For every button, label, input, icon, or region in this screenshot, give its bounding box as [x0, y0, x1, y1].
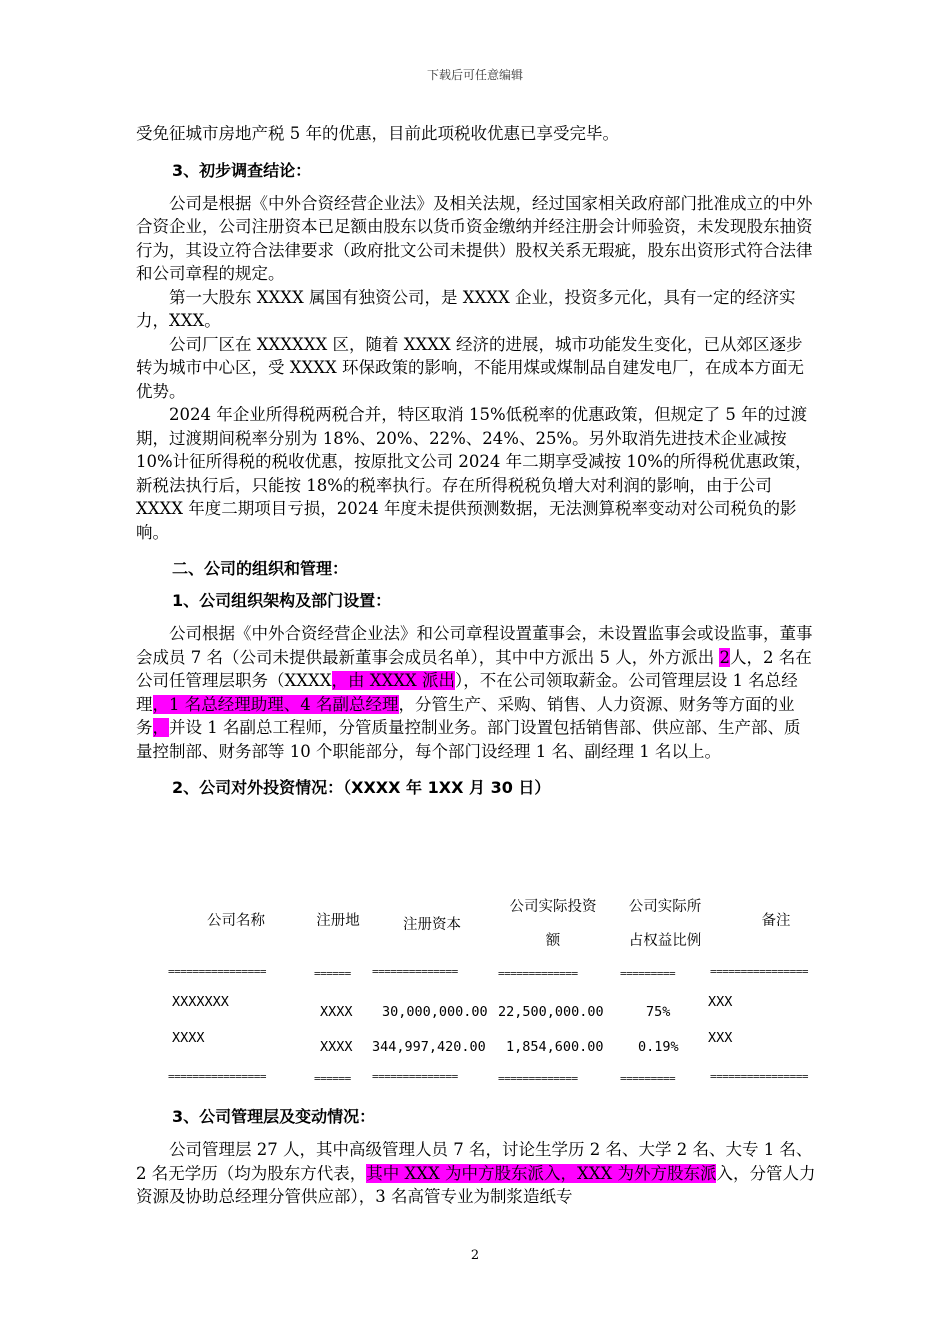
paragraph-conclusion-1: 公司是根据《中外合资经营企业法》及相关法规，经过国家相关政府部门批准成立的中外合资企业，公司注册资本已足额由股东以货币资金缴纳并经注册会计师验资，未发现股东抽资行为，其设立符合法律要求（政府批文公司未提供）股权关系无瑕疵，股东出资形式符合法律和公司章程的规定。: [136, 193, 813, 283]
table-row-1-company: XXXXXXX: [172, 994, 229, 1010]
paragraph-structure: [136, 622, 816, 763]
page-number: 2: [470, 1248, 480, 1263]
table-header-equity: [618, 890, 712, 958]
table-header-company: 公司名称: [207, 913, 265, 929]
heading-structure: 1、公司组织架构及部门设置：: [172, 591, 392, 610]
table-row-2-registration: XXXX: [320, 1039, 353, 1055]
paragraph-conclusion-4: 2024 年企业所得税两税合并，特区取消 15%低税率的优惠政策，但规定了 5 年的过渡期，过渡期间税率分别为 18%、20%、22%、24%、25%。另外取消先进技术企业减按 10%计征所得税的税收优惠，按原批文公司 2024 年二期享受减按 10%的所得税优惠政策，新税法执行后，只能按 18%的税率执行。存在所得税税负增大对利润的影响，由于公司 XXXX 年度二期项目亏损，2024 年度未提供预测数据，无法测算税率变动对公司税负的影响。: [136, 405, 812, 542]
structure-text-a: 公司根据《中外合资经营企业法》和公司章程设置董事会，未设置监事会或设监事，董事会成员 7 名（公司未提供最新董事会成员名单），其中中方派出 5 人，外方派出: [136, 624, 813, 667]
table-separator: ==============: [372, 965, 458, 978]
document-body: [136, 122, 816, 799]
table-separator: ================: [710, 1070, 808, 1083]
paragraph-tax-end: 受免征城市房地产税 5 年的优惠，目前此项税收优惠已享受完毕。: [136, 124, 619, 143]
page-header: 下载后可任意编辑: [426, 68, 523, 82]
table-separator: ================: [168, 965, 266, 978]
table-separator: ======: [314, 967, 351, 980]
table-row-1-registration: XXXX: [320, 1004, 353, 1020]
table-separator: =========: [620, 967, 676, 980]
management-text-b: 入，分管人力资源及协助总经理分管供应部），3 名高管专业为制浆造纸专: [136, 1163, 816, 1206]
heading-investment: 2、公司对外投资情况：（XXXX 年 1XX 月 30 日）: [172, 778, 551, 797]
management-section: [136, 1106, 816, 1209]
table-separator: ==============: [372, 1070, 458, 1083]
paragraph-management: [136, 1138, 816, 1209]
table-header-investment: [498, 890, 608, 958]
highlight-2: ，由 XXXX 派出: [331, 671, 455, 690]
highlight-4: ，: [152, 718, 169, 737]
table-separator: =========: [620, 1072, 676, 1085]
highlight-3: ，1 名总经理助理、4 名副总经理: [152, 694, 399, 714]
table-header-capital: 注册资本: [403, 917, 461, 933]
table-row-1-equity: 75%: [646, 1004, 671, 1020]
structure-text-b: 人，2 名在公司任管理层职务（XXXX: [136, 647, 812, 690]
structure-text-c: ），不在公司领取薪金。公司管理层设 1 名总经理: [136, 671, 798, 714]
paragraph-conclusion-3: 公司厂区在 XXXXXX 区，随着 XXXX 经济的进展，城市功能发生变化，已从郊区逐步转为城市中心区，受 XXXX 环保政策的影响，不能用煤或煤制品自建发电厂，在成本方面无优势。: [136, 334, 804, 401]
table-header-remarks: 备注: [761, 913, 791, 929]
table-separator: =============: [498, 1072, 578, 1085]
table-row-2-capital: 344,997,420.00: [372, 1039, 486, 1055]
table-header-investment-line2: 额: [545, 933, 561, 949]
table-separator: ======: [314, 1072, 351, 1085]
table-row-2-equity: 0.19%: [638, 1039, 679, 1055]
management-text-a: 公司管理层 27 人，其中高级管理人员 7 名，讨论生学历 2 名、大学 2 名、大专 1 名、2 名无学历（均为股东方代表，: [136, 1140, 813, 1183]
structure-text-e: 并设 1 名副总工程师，分管质量控制业务。部门设置包括销售部、供应部、生产部、质量控制部、财务部等 10 个职能部分，每个部门设经理 1 名、副经理 1 名以上。: [136, 718, 801, 761]
heading-management: 3、公司管理层及变动情况：: [172, 1107, 376, 1126]
table-header-investment-line1: 公司实际投资: [509, 899, 597, 915]
table-row-1-capital: 30,000,000.00: [382, 1004, 488, 1020]
table-header-registration: 注册地: [316, 913, 360, 929]
table-header-equity-line2: 占权益比例: [628, 933, 702, 949]
table-header-equity-line1: 公司实际所: [628, 899, 702, 915]
table-row-2-investment: 1,854,600.00: [506, 1039, 604, 1055]
table-row-1-remarks: XXX: [708, 994, 733, 1010]
table-separator: ================: [710, 965, 808, 978]
table-row-1-investment: 22,500,000.00: [498, 1004, 604, 1020]
table-row-2-remarks: XXX: [708, 1030, 733, 1046]
structure-text-d: ，分管生产、采购、销售、人力资源、财务等方面的业务: [136, 694, 795, 737]
highlight-management: 其中 XXX 为中方股东派入，XXX 为外方股东派: [366, 1163, 717, 1183]
table-row-2-company: XXXX: [172, 1030, 205, 1046]
paragraph-conclusion-2: 第一大股东 XXXX 属国有独资公司，是 XXXX 企业，投资多元化，具有一定的经济实力，XXX。: [136, 287, 796, 330]
highlight-1: 2: [719, 647, 730, 667]
table-separator: =============: [498, 967, 578, 980]
heading-organization: 二、公司的组织和管理：: [172, 559, 349, 578]
heading-conclusion: 3、初步调查结论：: [172, 160, 312, 180]
table-separator: ================: [168, 1070, 266, 1083]
